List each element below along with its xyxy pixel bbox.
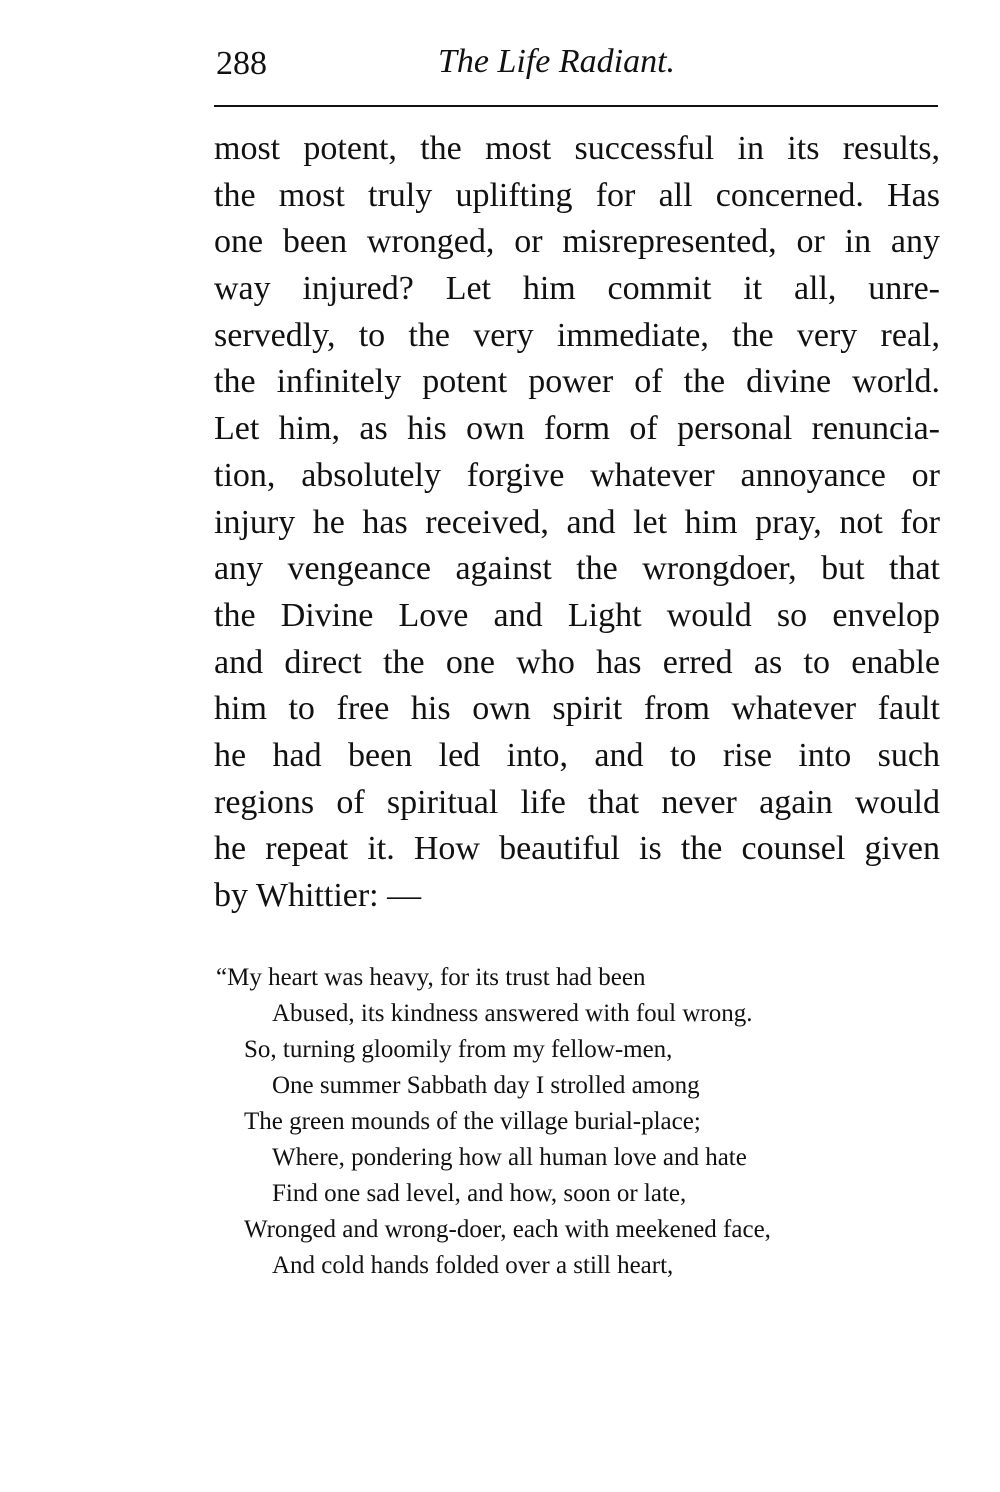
poem-line: And cold hands folded over a still heart, <box>272 1252 674 1279</box>
body-line: most potent, the most successful in its results, <box>214 130 940 167</box>
poem-block <box>216 960 946 1284</box>
header-rule <box>214 105 938 107</box>
body-line: way injured? Let him commit it all, unre- <box>214 270 940 308</box>
poem-line: The green mounds of the village burial-place; <box>244 1108 701 1135</box>
body-line: he repeat it. How beautiful is the counsel given <box>214 830 940 868</box>
poem-line: Wronged and wrong-doer, each with meekened face, <box>244 1216 771 1243</box>
poem-line: One summer Sabbath day I strolled among <box>272 1072 700 1099</box>
poem-line: “My heart was heavy, for its trust had been <box>216 964 646 991</box>
body-line: injury he has received, and let him pray, not for <box>214 503 940 541</box>
body-line: the Divine Love and Light would so envelop <box>214 596 940 634</box>
body-line: him to free his own spirit from whatever fault <box>214 690 940 728</box>
body-line: Let him, as his own form of personal renuncia- <box>214 410 940 448</box>
poem-line: Where, pondering how all human love and hate <box>272 1144 747 1171</box>
body-line: servedly, to the very immediate, the very real, <box>214 316 940 354</box>
body-line: any vengeance against the wrongdoer, but that <box>214 550 940 588</box>
body-line: by Whittier: — <box>214 877 422 914</box>
body-line: he had been led into, and to rise into such <box>214 736 940 774</box>
running-title: The Life Radiant. <box>438 43 676 80</box>
body-text <box>214 126 940 920</box>
poem-line: Find one sad level, and how, soon or late, <box>272 1180 687 1207</box>
page-number: 288 <box>216 45 267 82</box>
body-line: the infinitely potent power of the divine world. <box>214 363 940 401</box>
body-line: tion, absolutely forgive whatever annoyance or <box>214 456 940 494</box>
body-line: the most truly uplifting for all concerned. Has <box>214 176 940 214</box>
poem-line: So, turning gloomily from my fellow-men, <box>244 1036 673 1063</box>
body-line: and direct the one who has erred as to enable <box>214 643 940 681</box>
body-line: regions of spiritual life that never again would <box>214 783 940 821</box>
body-line: one been wronged, or misrepresented, or in any <box>214 223 940 261</box>
poem-line: Abused, its kindness answered with foul wrong. <box>272 1000 753 1027</box>
